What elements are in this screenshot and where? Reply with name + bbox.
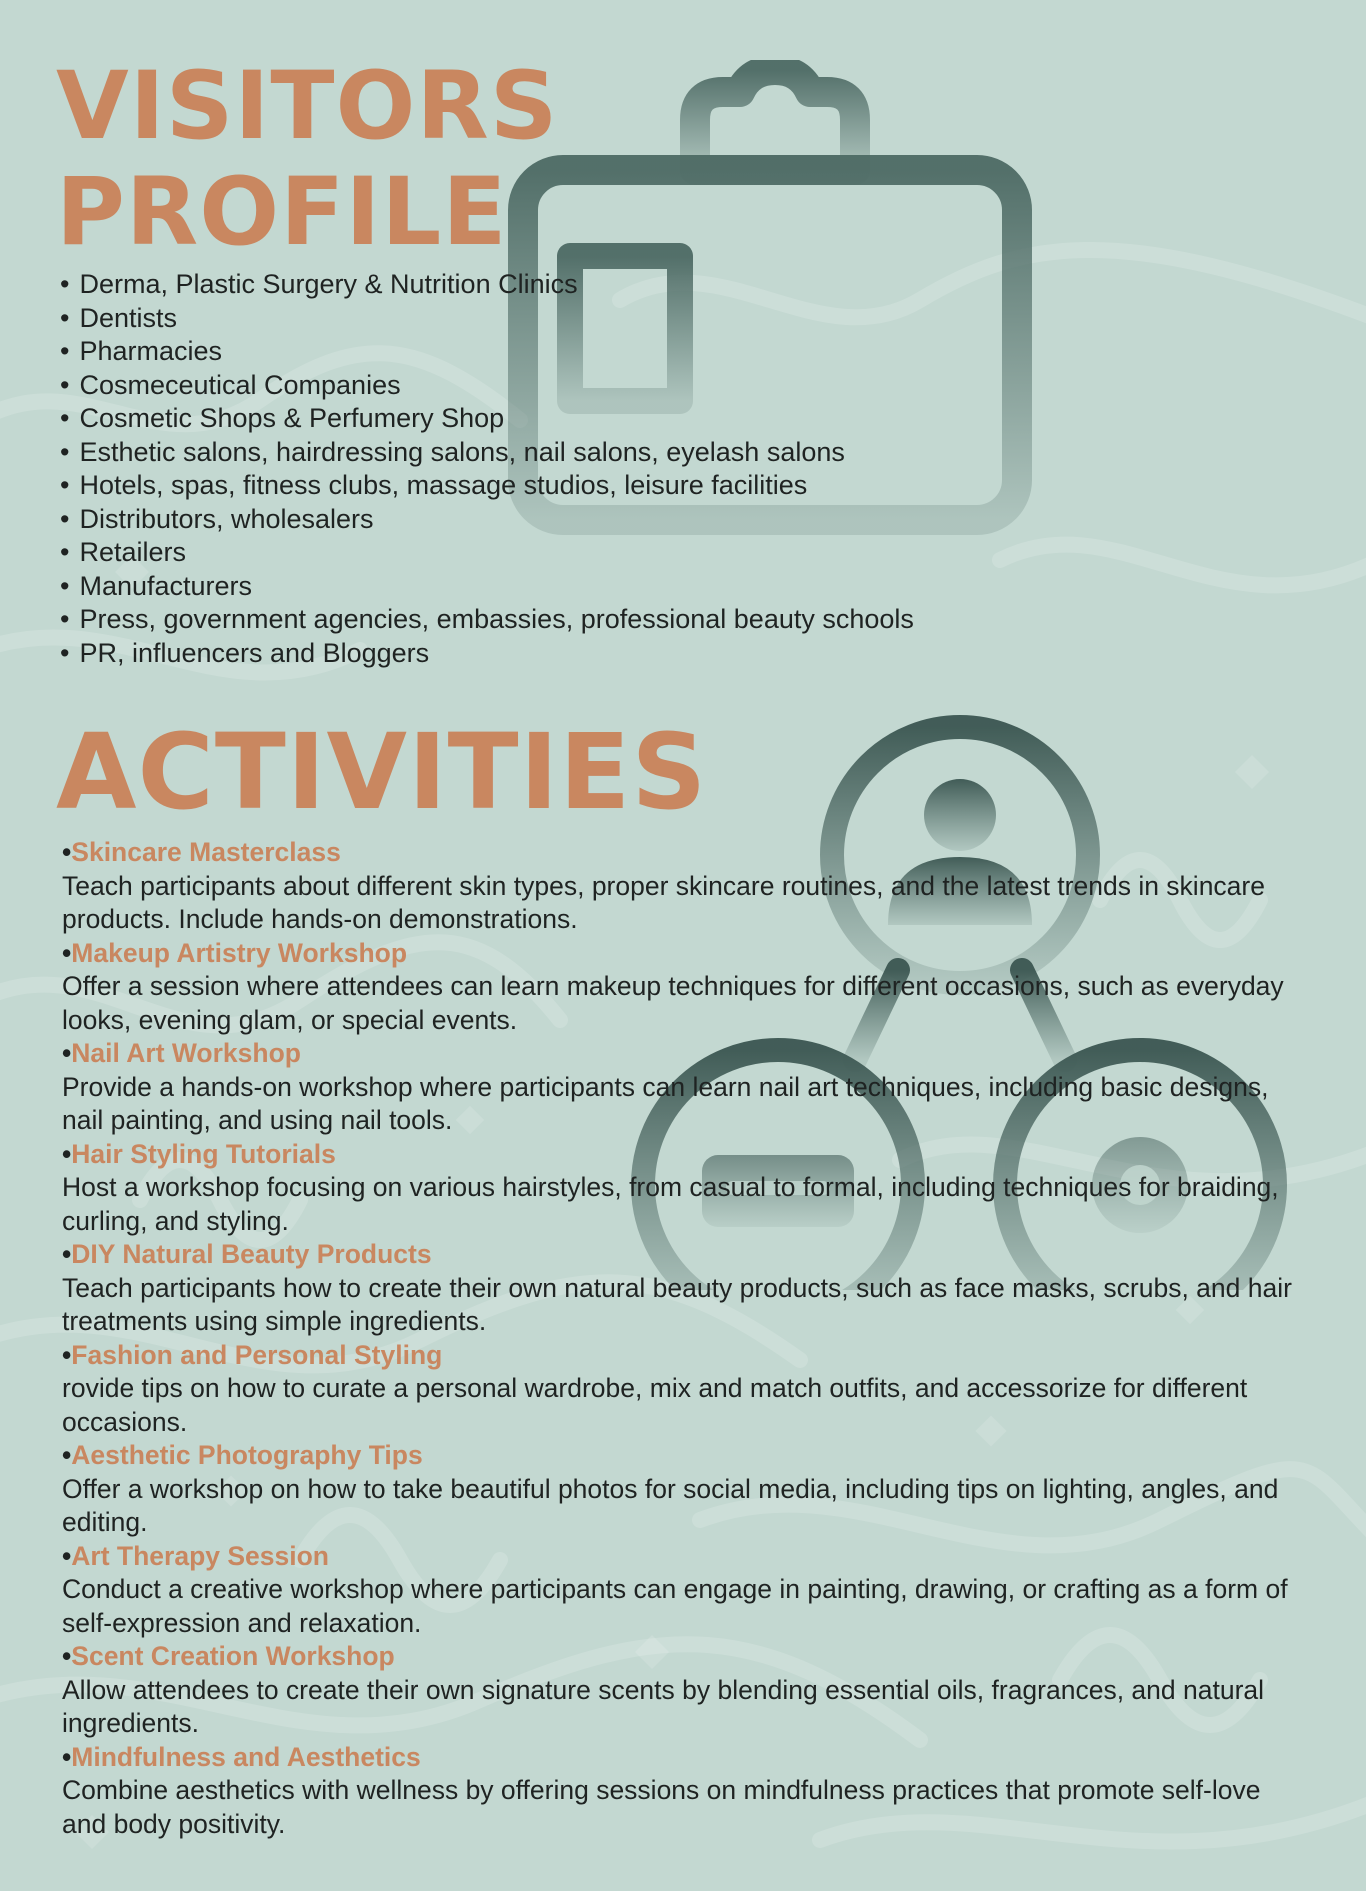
activity-title: • DIY Natural Beauty Products xyxy=(62,1238,1312,1272)
visitor-item: • Distributors, wholesalers xyxy=(60,503,1060,537)
activities-list xyxy=(62,836,1312,1841)
activity-description: Conduct a creative workshop where participants can engage in painting, drawing, or crafting as a form of self-expression and relaxation. xyxy=(62,1574,1288,1638)
activity-description: Teach participants how to create their own natural beauty products, such as face masks, scrubs, and hair treatments using simple ingredients. xyxy=(62,1272,1292,1336)
activity-title: • Makeup Artistry Workshop xyxy=(62,937,1312,971)
activity-description: Host a workshop focusing on various hairstyles, from casual to formal, including techniques for braiding, curling, and styling. xyxy=(62,1172,1279,1236)
visitor-item: • Press, government agencies, embassies, professional beauty schools xyxy=(60,603,1060,637)
visitor-item: • Retailers xyxy=(60,536,1060,570)
visitor-item: • Esthetic salons, hairdressing salons, nail salons, eyelash salons xyxy=(60,436,1060,470)
activity-description: Offer a workshop on how to take beautiful photos for social media, including tips on lighting, angles, and editing. xyxy=(62,1473,1279,1537)
visitor-item: • Pharmacies xyxy=(60,335,1060,369)
visitors-list xyxy=(60,268,1060,670)
visitors-title-line2: PROFILE xyxy=(56,158,508,267)
visitor-item: • PR, influencers and Bloggers xyxy=(60,637,1060,671)
activity-title: • Skincare Masterclass xyxy=(62,836,1312,870)
activity-title: • Hair Styling Tutorials xyxy=(62,1138,1312,1172)
visitor-item: • Hotels, spas, fitness clubs, massage studios, leisure facilities xyxy=(60,469,1060,503)
activity-title: • Nail Art Workshop xyxy=(62,1037,1312,1071)
activity-title: • Scent Creation Workshop xyxy=(62,1640,1312,1674)
activity-description: Teach participants about different skin types, proper skincare routines, and the latest trends in skincare products. Include hands-on demonstrations. xyxy=(62,870,1265,934)
activity-description: Combine aesthetics with wellness by offering sessions on mindfulness practices that promote self-love and body positivity. xyxy=(62,1775,1261,1839)
activities-title: ACTIVITIES xyxy=(56,711,708,833)
activity-title: • Fashion and Personal Styling xyxy=(62,1339,1312,1373)
visitor-item: • Manufacturers xyxy=(60,570,1060,604)
activity-title: • Mindfulness and Aesthetics xyxy=(62,1741,1312,1775)
visitor-item: • Cosmeceutical Companies xyxy=(60,369,1060,403)
activity-description: Offer a session where attendees can learn makeup techniques for different occasions, such as everyday looks, evening glam, or special events. xyxy=(62,971,1284,1035)
visitor-item: • Derma, Plastic Surgery & Nutrition Clinics xyxy=(60,268,1060,302)
activity-title: • Art Therapy Session xyxy=(62,1540,1312,1574)
visitor-item: • Dentists xyxy=(60,302,1060,336)
activity-title: • Aesthetic Photography Tips xyxy=(62,1439,1312,1473)
activity-description: Allow attendees to create their own signature scents by blending essential oils, fragrances, and natural ingredients. xyxy=(62,1674,1265,1738)
activity-description: rovide tips on how to curate a personal wardrobe, mix and match outfits, and accessorize for different occasions. xyxy=(62,1373,1248,1437)
activity-description: Provide a hands-on workshop where participants can learn nail art techniques, including basic designs, nail painting, and using nail tools. xyxy=(62,1071,1269,1135)
visitor-item: • Cosmetic Shops & Perfumery Shop xyxy=(60,402,1060,436)
visitors-title-line1: VISITORS xyxy=(56,52,559,161)
